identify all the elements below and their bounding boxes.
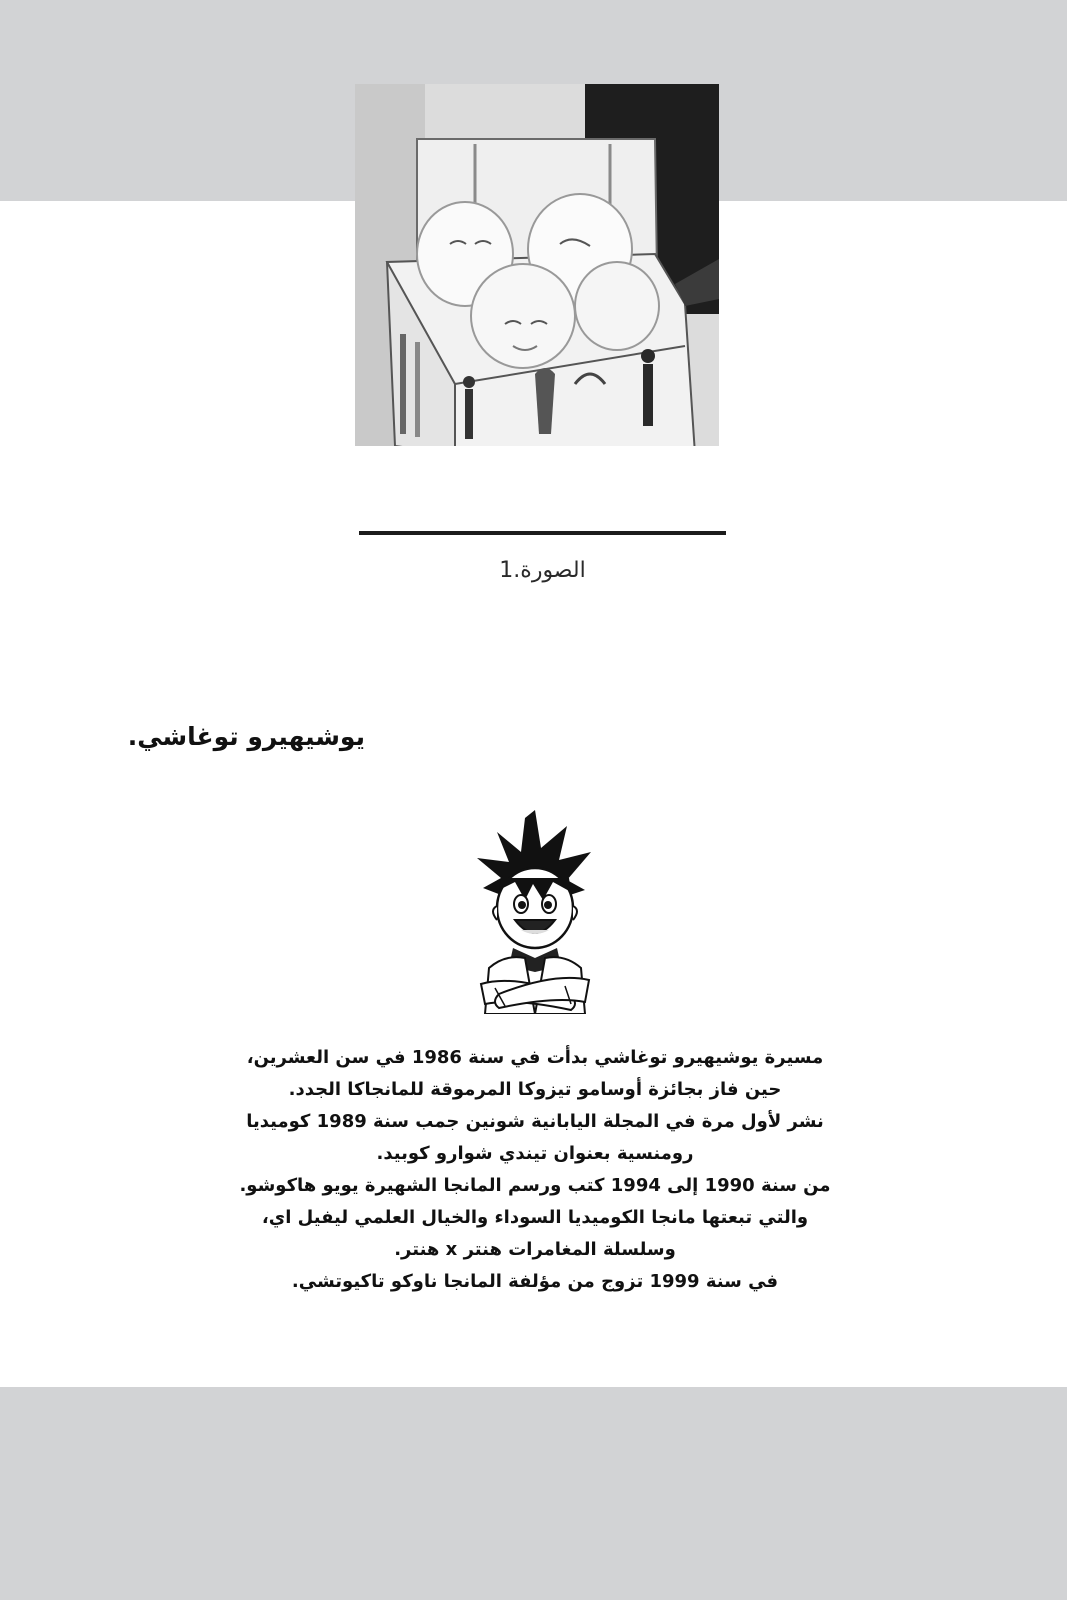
bio-line: وسلسلة المغامرات هنتر x هنتر. (394, 1239, 676, 1260)
bio-line: في سنة 1999 تزوج من مؤلفة المانجا ناوكو تاكيوتشي. (291, 1271, 779, 1292)
bio-line: من سنة 1990 إلى 1994 كتب ورسم المانجا الشهيرة يويو هاكوشو. (239, 1175, 831, 1196)
bio-line: نشر لأول مرة في المجلة اليابانية شونين جمب سنة 1989 كوميديا (246, 1111, 824, 1132)
bio-line: رومنسية بعنوان تيندي شوارو كوبيد. (376, 1143, 694, 1164)
figure-caption: الصورة.1 (499, 558, 586, 583)
biography-text (170, 1042, 900, 1298)
cartoon-boy-portrait (475, 808, 595, 1014)
bio-line: والتي تبعتها مانجا الكوميديا السوداء والخيال العلمي ليفيل اي، (261, 1207, 809, 1228)
caption-divider (359, 531, 726, 535)
bottom-gray-band (0, 1387, 1067, 1600)
bio-line: مسيرة يوشيهيرو توغاشي بدأت في سنة 1986 في سن العشرين، (246, 1047, 824, 1068)
section-heading: يوشيهيرو توغاشي. (127, 722, 365, 751)
bio-line: حين فاز بجائزة أوسامو تيزوكا المرموقة للمانجاكا الجدد. (288, 1079, 782, 1100)
canopic-chest-photo (355, 84, 719, 446)
